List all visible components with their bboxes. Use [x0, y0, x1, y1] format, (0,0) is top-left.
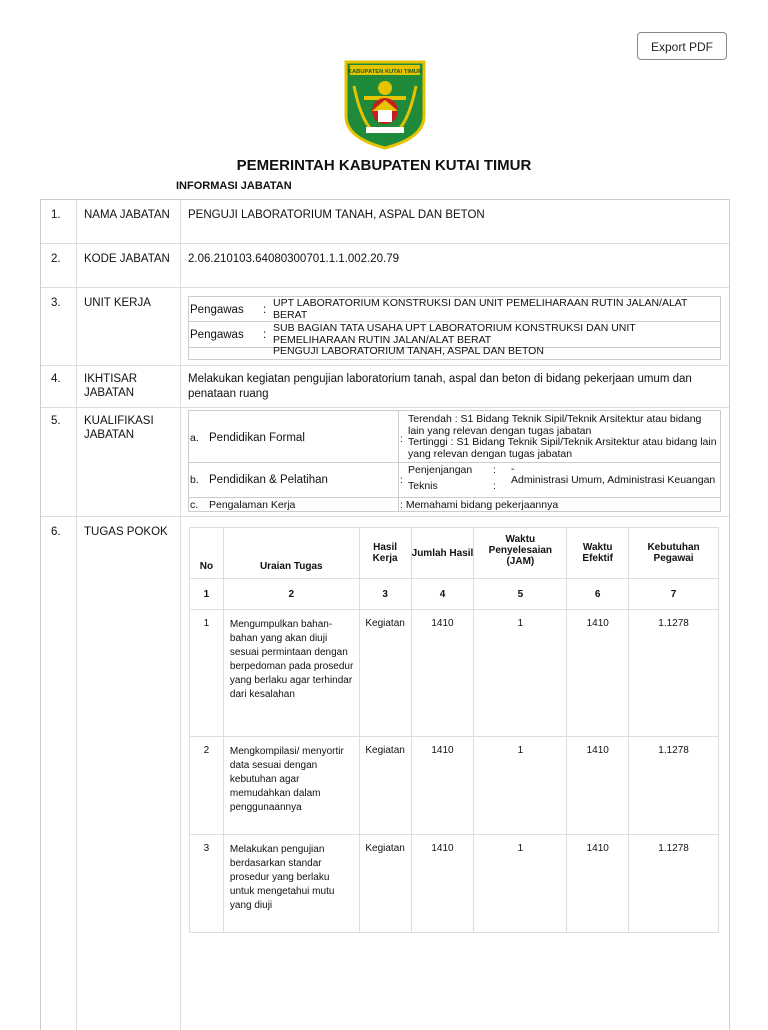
column-number: 3	[359, 579, 411, 610]
kualifikasi-letter: b.	[190, 474, 199, 486]
pelatihan-separator: :	[493, 464, 496, 476]
pelatihan-label: Penjenjangan	[408, 464, 473, 476]
table-cell: 2	[190, 737, 224, 835]
column-header: Hasil Kerja	[359, 528, 411, 579]
svg-text:KABUPATEN KUTAI TIMUR: KABUPATEN KUTAI TIMUR	[347, 69, 423, 75]
unit-value: PENGUJI LABORATORIUM TANAH, ASPAL DAN BETON	[273, 345, 544, 357]
column-number: 6	[567, 579, 629, 610]
column-header: Waktu Efektif	[567, 528, 629, 579]
table-cell: 1.1278	[629, 835, 719, 933]
column-header: Uraian Tugas	[223, 528, 359, 579]
table-cell: 1	[474, 610, 567, 737]
column-number: 7	[629, 579, 719, 610]
table-cell: Melakukan pengujian berdasarkan standar prosedur yang berlaku untuk mengetahui mutu yang diuji	[223, 835, 359, 933]
tugas-pokok-table	[189, 527, 719, 933]
unit-separator: :	[263, 304, 267, 316]
row-number: 5.	[51, 415, 61, 427]
row-value: 2.06.210103.64080300701.1.1.002.20.79	[188, 253, 400, 265]
table-cell: 1410	[411, 610, 474, 737]
row-number: 2.	[51, 253, 61, 265]
unit-kerja-box	[188, 296, 721, 360]
table-cell: 1410	[567, 835, 629, 933]
table-cell: 1	[190, 610, 224, 737]
row-number: 6.	[51, 526, 61, 538]
kualifikasi-label: Pendidikan & Pelatihan	[209, 474, 328, 486]
pelatihan-separator: :	[493, 480, 496, 492]
column-header: Waktu Penyelesaian (JAM)	[474, 528, 567, 579]
unit-role: Pengawas	[190, 304, 244, 316]
table-cell: Kegiatan	[359, 737, 411, 835]
table-cell: Mengkompilasi/ menyortir data sesuai dengan kebutuhan agar memudahkan dalam penggunaannya	[223, 737, 359, 835]
page-title: PEMERINTAH KABUPATEN KUTAI TIMUR	[236, 157, 532, 174]
row-label: KODE JABATAN	[84, 253, 170, 265]
pelatihan-label: Teknis	[408, 480, 438, 492]
kualifikasi-separator: :	[400, 474, 403, 486]
row-label: KUALIFIKASI JABATAN	[84, 415, 154, 441]
kualifikasi-letter: a.	[190, 432, 199, 444]
table-cell: Kegiatan	[359, 835, 411, 933]
table-row	[190, 737, 719, 835]
column-number: 4	[411, 579, 474, 610]
table-cell: 1410	[411, 835, 474, 933]
row-number: 1.	[51, 209, 61, 221]
row-value: Melakukan kegiatan pengujian laboratorium tanah, aspal dan beton di bidang pekerjaan umum dan penataan ruang	[188, 373, 692, 400]
unit-role: Pengawas	[190, 329, 244, 341]
kualifikasi-letter: c.	[190, 499, 199, 511]
table-cell: 1410	[411, 737, 474, 835]
unit-separator: :	[263, 329, 267, 341]
table-cell: Mengumpulkan bahan-bahan yang akan diuji sesuai permintaan dengan berpedoman pada prosedur yang berlaku agar terhindar dari kesalahan	[223, 610, 359, 737]
row-label: UNIT KERJA	[84, 297, 151, 309]
informasi-jabatan-table	[40, 199, 730, 1030]
row-number: 4.	[51, 373, 61, 385]
unit-value: UPT LABORATORIUM KONSTRUKSI DAN UNIT PEMELIHARAAN RUTIN JALAN/ALAT BERAT	[273, 297, 688, 321]
table-cell: 1	[474, 835, 567, 933]
table-cell: 1.1278	[629, 737, 719, 835]
unit-value: SUB BAGIAN TATA USAHA UPT LABORATORIUM KONSTRUKSI DAN UNIT PEMELIHARAAN RUTIN JALAN/ALAT BERAT	[273, 322, 636, 346]
table-cell: 1410	[567, 610, 629, 737]
column-header: No	[190, 528, 224, 579]
column-number: 1	[190, 579, 224, 610]
table-header-row	[190, 528, 719, 579]
page-subtitle: INFORMASI JABATAN	[176, 180, 292, 192]
table-cell: 1410	[567, 737, 629, 835]
kualifikasi-formal-min: Terendah : S1 Bidang Teknik Sipil/Teknik Arsitektur atau bidang lain yang relevan dengan tugas jabatan	[408, 413, 702, 437]
column-number: 5	[474, 579, 567, 610]
table-cell: 3	[190, 835, 224, 933]
kualifikasi-label: Pendidikan Formal	[209, 432, 305, 444]
table-cell: 1	[474, 737, 567, 835]
column-header: Jumlah Hasil	[411, 528, 474, 579]
export-pdf-button[interactable]: Export PDF	[637, 32, 727, 60]
kualifikasi-separator: :	[400, 433, 403, 445]
row-label: IKHTISAR JABATAN	[84, 373, 138, 399]
table-cell: Kegiatan	[359, 610, 411, 737]
column-number-row	[190, 579, 719, 610]
kualifikasi-formal-max: Tertinggi : S1 Bidang Teknik Sipil/Teknik Arsitektur atau bidang lain yang relevan dengan tugas jabatan	[408, 436, 717, 460]
kualifikasi-box	[188, 410, 721, 512]
pengalaman-value: : Memahami bidang pekerjaannya	[400, 499, 559, 511]
pelatihan-value: -	[511, 463, 515, 475]
row-number: 3.	[51, 297, 61, 309]
pelatihan-value: Administrasi Umum, Administrasi Keuangan	[511, 474, 716, 486]
kualifikasi-label: Pengalaman Kerja	[209, 499, 296, 511]
table-row	[190, 610, 719, 737]
table-cell: 1.1278	[629, 610, 719, 737]
column-header: Kebutuhan Pegawai	[629, 528, 719, 579]
table-row	[190, 835, 719, 933]
row-label: NAMA JABATAN	[84, 209, 170, 221]
row-label: TUGAS POKOK	[84, 526, 168, 538]
column-number: 2	[223, 579, 359, 610]
row-value: PENGUJI LABORATORIUM TANAH, ASPAL DAN BETON	[188, 209, 485, 221]
kutai-timur-emblem	[340, 56, 430, 151]
